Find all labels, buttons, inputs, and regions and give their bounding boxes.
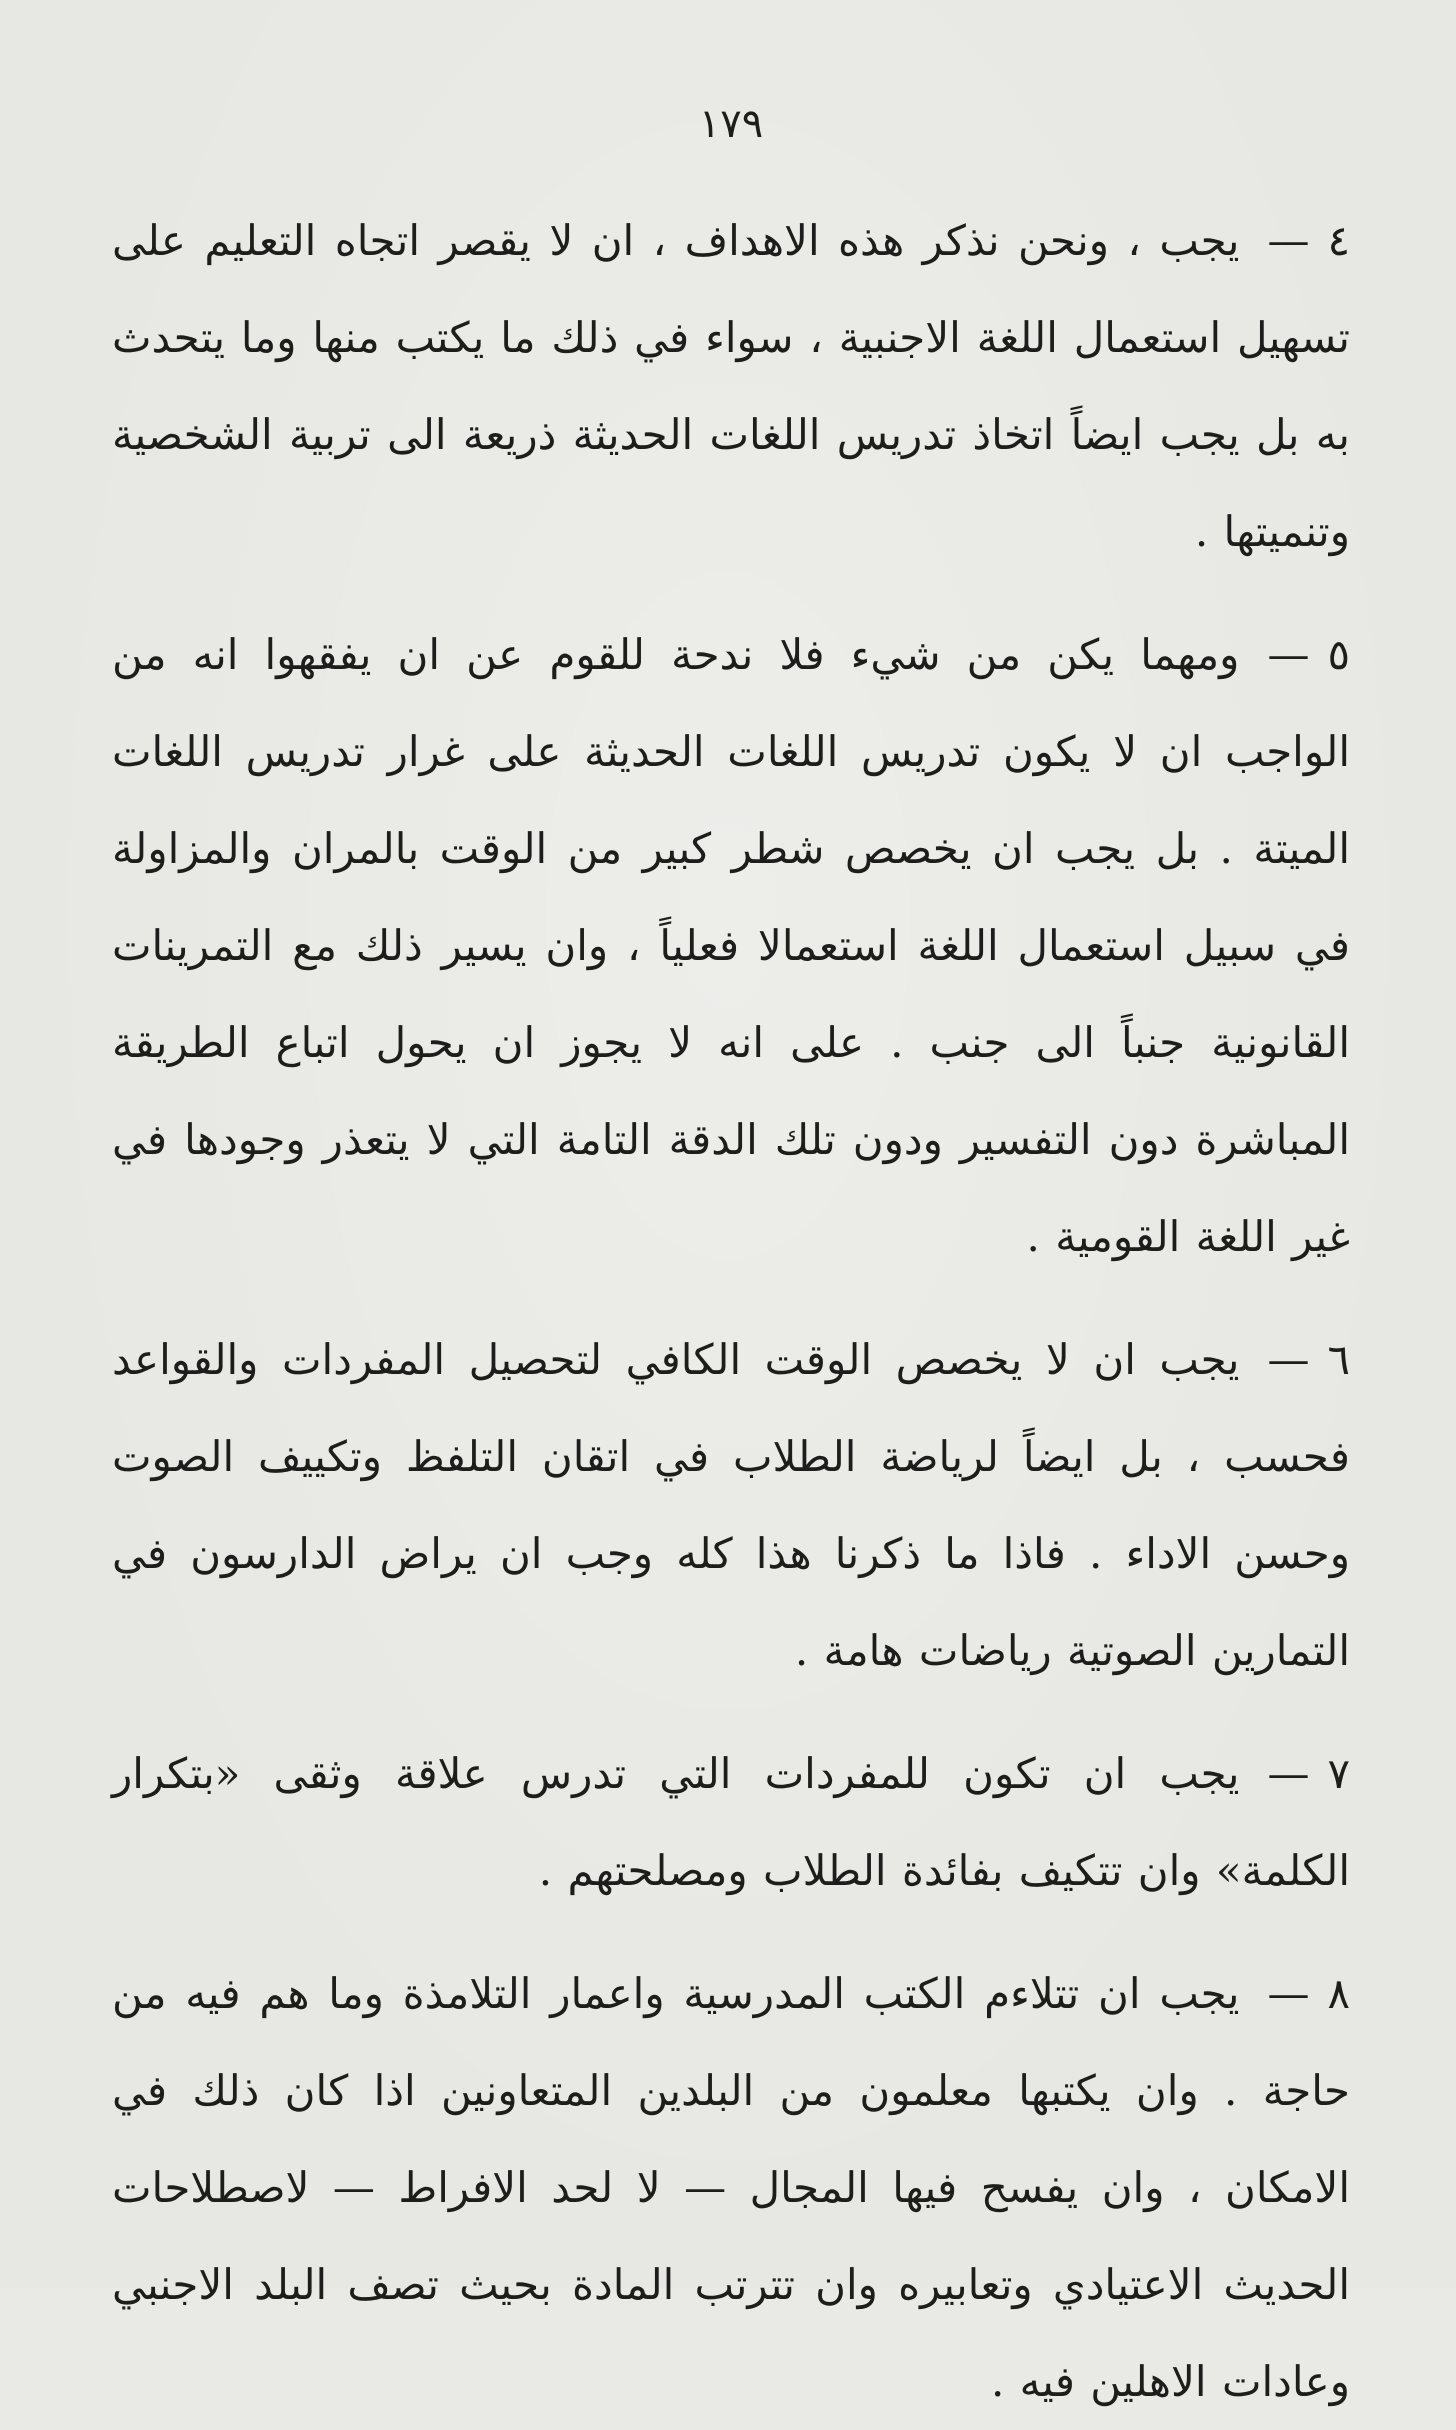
paragraph-number: ٤ (1327, 216, 1350, 265)
paragraph-dash: — (1267, 630, 1310, 679)
page-number: ١٧٩ (698, 101, 764, 147)
paragraph-7 (112, 1725, 1350, 1919)
paragraph-5 (112, 606, 1350, 1285)
paragraph-dash: — (1267, 216, 1310, 265)
paragraph-number: ٧ (1327, 1749, 1350, 1798)
paragraph-number: ٨ (1327, 1969, 1350, 2018)
paragraph-text: ومهما يكن من شيء فلا ندحة للقوم عن ان يفقهوا انه من الواجب ان لا يكون تدريس اللغات الحديثة على غرار تدريس اللغات الميتة . بل يجب ان يخصص شطر كبير من الوقت بالمران والمزاولة في سبيل استعمال اللغة استعمالا فعلياً ، وان يسير ذلك مع التمرينات القانونية جنباً الى جنب . على انه لا يجوز ان يحول اتباع الطريقة المباشرة دون التفسير ودون تلك الدقة التامة التي لا يتعذر وجودها في غير اللغة القومية . (112, 630, 1350, 1261)
paragraph-8 (112, 1945, 1350, 2430)
paragraph-number: ٦ (1327, 1335, 1350, 1384)
paragraph-text: يجب ان تكون للمفردات التي تدرس علاقة وثقى «بتكرار الكلمة» وان تتكيف بفائدة الطلاب ومصلحتهم . (112, 1749, 1350, 1895)
paragraph-text: يجب ان لا يخصص الوقت الكافي لتحصيل المفردات والقواعد فحسب ، بل ايضاً لرياضة الطلاب في اتقان التلفظ وتكييف الصوت وحسن الاداء . فاذا ما ذكرنا هذا كله وجب ان يراض الدارسون في التمارين الصوتية رياضات هامة . (112, 1335, 1350, 1675)
paragraph-dash: — (1267, 1969, 1310, 2018)
paragraph-6 (112, 1311, 1350, 1699)
paragraph-text: يجب ، ونحن نذكر هذه الاهداف ، ان لا يقصر اتجاه التعليم على تسهيل استعمال اللغة الاجنبية ، سواء في ذلك ما يكتب منها وما يتحدث به بل يجب ايضاً اتخاذ تدريس اللغات الحديثة ذريعة الى تربية الشخصية وتنميتها . (112, 216, 1350, 556)
paragraph-4 (112, 192, 1350, 580)
paragraph-text: يجب ان تتلاءم الكتب المدرسية واعمار التلامذة وما هم فيه من حاجة . وان يكتبها معلمون من البلدين المتعاونين اذا كان ذلك في الامكان ، وان يفسح فيها المجال — لا لحد الافراط — لاصطلاحات الحديث الاعتيادي وتعابيره وان تترتب المادة بحيث تصف البلد الاجنبي وعادات الاهلين فيه . (112, 1969, 1350, 2406)
paragraph-dash: — (1267, 1335, 1310, 1384)
paragraph-dash: — (1267, 1749, 1310, 1798)
paragraph-number: ٥ (1327, 630, 1350, 679)
